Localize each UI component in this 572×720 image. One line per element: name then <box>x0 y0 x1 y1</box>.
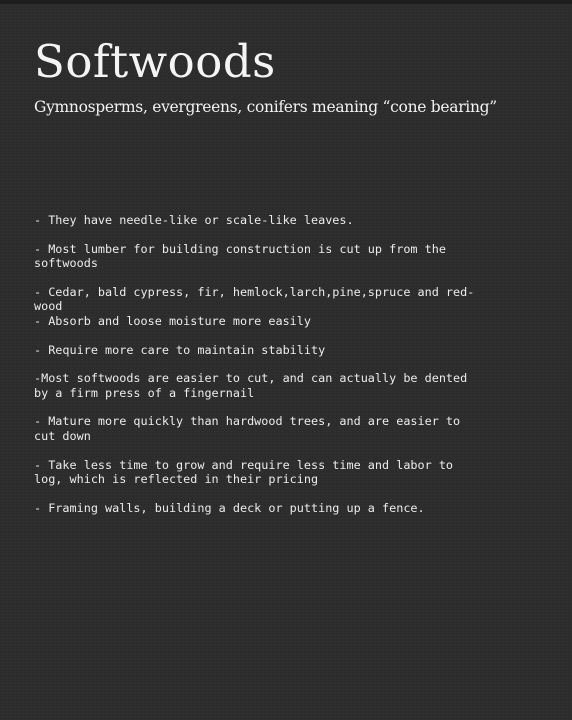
slide-title: Softwoods <box>34 35 276 88</box>
slide-subtitle: Gymnosperms, evergreens, conifers meaning “cone bearing” <box>34 98 497 116</box>
body-line: log, which is reflected in their pricing <box>34 472 319 487</box>
body-line: wood <box>34 299 63 314</box>
body-line: cut down <box>34 428 91 443</box>
body-line: - Take less time to grow and require less time and labor to <box>34 457 454 472</box>
body-spacer <box>34 271 504 285</box>
body-line: - Require more care to maintain stability <box>34 342 326 357</box>
body-line: softwoods <box>34 256 98 271</box>
body-spacer <box>34 328 504 342</box>
body-spacer <box>34 357 504 371</box>
body-line: - Mature more quickly than hardwood trees, and are easier to <box>34 414 461 429</box>
body-spacer <box>34 227 504 241</box>
top-border <box>0 0 572 4</box>
body-line: -Most softwoods are easier to cut, and can actually be dented <box>34 371 468 386</box>
body-line: - Most lumber for building construction is cut up from the <box>34 241 446 256</box>
body-spacer <box>34 486 504 500</box>
body-line: - Cedar, bald cypress, fir, hemlock,larch,pine,spruce and red- <box>34 284 475 299</box>
body-spacer <box>34 443 504 457</box>
body-line: by a firm press of a fingernail <box>34 385 255 400</box>
body-line: - They have needle-like or scale-like leaves. <box>34 213 354 227</box>
body-line: - Absorb and loose moisture more easily <box>34 313 311 328</box>
slide-body <box>34 213 504 515</box>
body-line: - Framing walls, building a deck or putting up a fence. <box>34 500 425 515</box>
body-spacer <box>34 400 504 414</box>
